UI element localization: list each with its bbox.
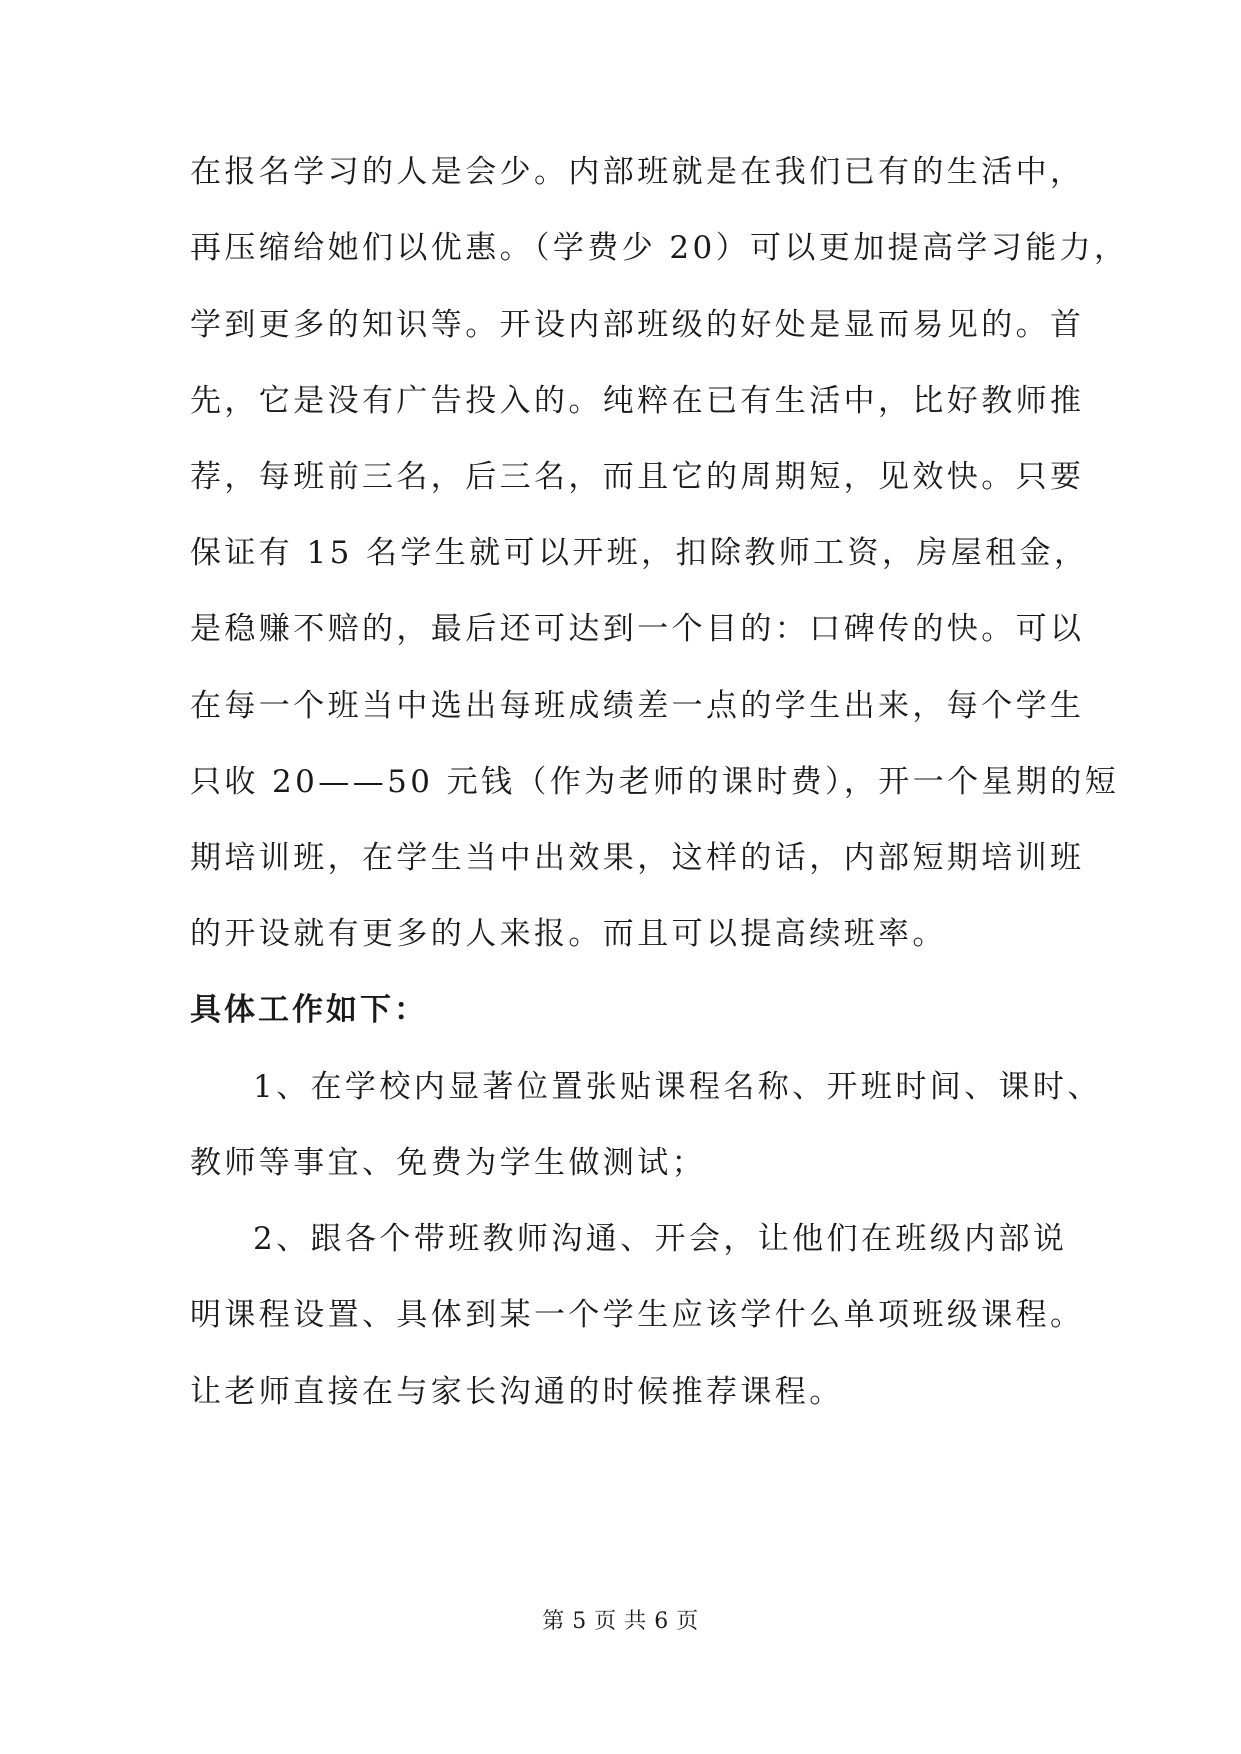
body-line: 学到更多的知识等。开设内部班级的好处是显而易见的。首 [190,307,1085,343]
body-line: 再压缩给她们以优惠。（学费少 20）可以更加提高学习能力， [190,230,1129,266]
list-item-1: 1、在学校内显著位置张贴课程名称、开班时间、课时、 [253,1069,1102,1105]
list-item-2-continuation: 明课程设置、具体到某一个学生应该学什么单项班级课程。 [190,1297,1085,1333]
body-line: 期培训班，在学生当中出效果，这样的话，内部短期培训班 [190,840,1085,876]
body-line: 在报名学习的人是会少。内部班就是在我们已有的生活中， [190,154,1085,190]
body-line: 的开设就有更多的人来报。而且可以提高续班率。 [190,916,947,952]
body-line: 先，它是没有广告投入的。纯粹在已有生活中，比好教师推 [190,383,1085,419]
body-line: 保证有 15 名学生就可以开班，扣除教师工资，房屋租金， [190,535,1089,571]
list-item-2-continuation: 让老师直接在与家长沟通的时候推荐课程。 [190,1374,844,1410]
list-item-2: 2、跟各个带班教师沟通、开会，让他们在班级内部说 [253,1221,1068,1257]
body-line: 是稳赚不赔的，最后还可达到一个目的：口碑传的快。可以 [190,611,1085,647]
list-item-1-continuation: 教师等事宜、免费为学生做测试； [190,1145,706,1181]
section-heading: 具体工作如下： [190,992,428,1028]
page-number-footer: 第 5 页 共 6 页 [542,1609,699,1634]
body-line: 只收 20——50 元钱（作为老师的课时费），开一个星期的短 [190,764,1120,800]
body-line: 在每一个班当中选出每班成绩差一点的学生出来，每个学生 [190,688,1085,724]
body-line: 荐，每班前三名，后三名，而且它的周期短，见效快。只要 [190,459,1085,495]
